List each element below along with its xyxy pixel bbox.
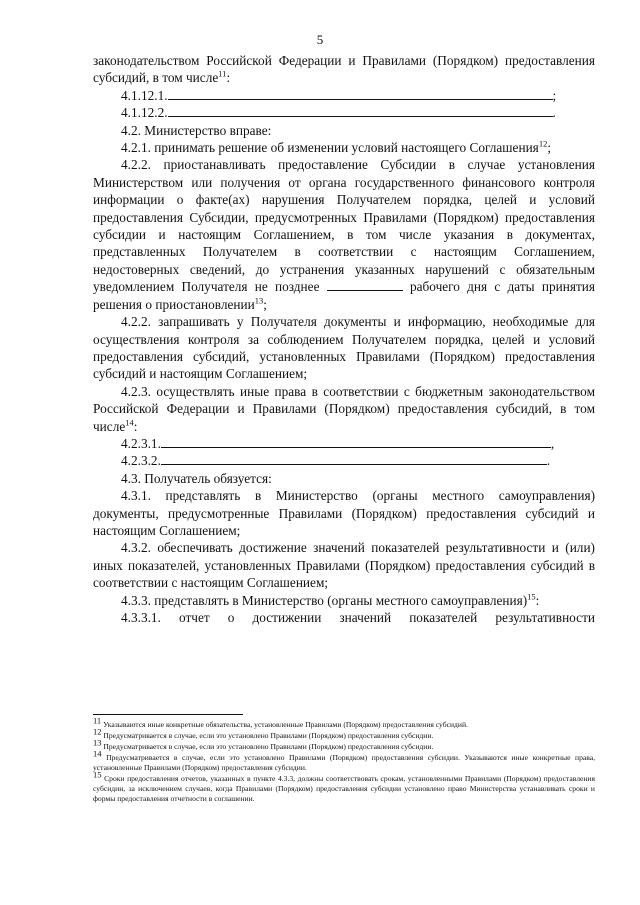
page-number: 5: [316, 32, 324, 47]
footnote-14: $^{14}$ Предусматривается в случае, если это установлено Правилами (Порядком) предоставления субсидии. Указываются иные конкретные права, установленные Правилами (Порядком) предоставления субсидии.: [93, 748, 595, 772]
fill-in-blank: [168, 87, 553, 100]
paragraph-4-3-3: 4.3.3. представлять в Министерство (органы местного самоуправления)$^{15}$:: [121, 591, 540, 608]
paragraph-intro: законодательством Российской Федерации и Правилами (Порядком) предоставления субсидий, в том числе$^{11}$:: [93, 53, 595, 86]
paragraph-4-2-3-2: 4.2.3.2. .: [121, 453, 551, 469]
fill-in-blank: [327, 278, 403, 291]
footnote-ref-13: 13: [254, 295, 264, 306]
paragraph-4-2: 4.2. Министерство вправе:: [121, 122, 272, 138]
footnote-ref-14: 14: [125, 417, 134, 428]
paragraph-4-1-12-2: 4.1.12.2. .: [121, 105, 556, 121]
footnote-ref-11: 11: [218, 68, 227, 79]
footnote-15: $^{15}$ Сроки предоставления отчетов, указанных в пункте 4.3.3, должны соответствовать срокам, установленными Правилами (Порядком) предоставления субсидии, за исключением случаев, когда Правилами (Порядком) предоставления субсидии установлено право Министерства устанавливать сроки и формы предоставления отчетности в соглашении.: [93, 769, 595, 803]
paragraph-4-3-3-1: 4.3.3.1. отчет о достижении значений показателей результативности: [121, 610, 595, 625]
paragraph-4-2-3: 4.2.3. осуществлять иные права в соответствии с бюджетным законодательством Российской Федерации и Правилами (Порядком) предоставления субсидий, в том числе$^{14}$:: [93, 383, 595, 434]
paragraph-4-3-1: 4.3.1. представлять в Министерство (органы местного самоуправления) документы, предусмотренные Правилами (Порядком) предоставления субсидий и настоящим Соглашением;: [93, 488, 595, 538]
fill-in-blank: [161, 452, 547, 465]
paragraph-4-3-2: 4.3.2. обеспечивать достижение значений показателей результативности и (или) иных показателей, установленных Правилами (Порядком) предоставления субсидий в соответствии с настоящим Соглашением;: [93, 540, 595, 591]
footnote-12: $^{12}$ Предусматривается в случае, если это установлено Правилами (Порядком) предоставления субсидии.: [93, 726, 434, 740]
footnote-ref-15: 15: [527, 591, 536, 602]
footnote-13: $^{13}$ Предусматривается в случае, если это установлено Правилами (Порядком) предоставления субсидии.: [93, 737, 434, 751]
footnote-separator: [93, 714, 243, 715]
paragraph-4-2-1: 4.2.1. принимать решение об изменении условий настоящего Соглашения$^{12}$;: [121, 138, 552, 156]
paragraph-4-1-12-1: 4.1.12.1. ;: [121, 87, 557, 103]
paragraph-4-2-2-suspend: 4.2.2. приостанавливать предоставление Субсидии в случае установления Министерством или получения от органа государственного финансового контроля информации о факте(ах) нарушения Получателем порядка, целей и условий предоставления Субсидии, предусмотренных Правилами (Порядком) предоставления субсидии и настоящим Соглашением, в том числе указания в документах, представленных Получателем в соответствии с настоящим Соглашением, недостоверных сведений, до устранения указанных нарушений с обязательным уведомлением Получателя не позднее рабочего дня с даты принятия решения о приостановлении$^{13}$;: [93, 157, 595, 312]
paragraph-4-3: 4.3. Получатель обязуется:: [121, 470, 272, 486]
fill-in-blank: [161, 435, 551, 448]
footnotes: [93, 715, 595, 805]
paragraph-4-2-2-request: 4.2.2. запрашивать у Получателя документы и информацию, необходимые для осуществления контроля за соблюдением Получателем порядка, целей и условий предоставления субсидий, установленных Правилами (Порядком) предоставления субсидий и настоящим Соглашением;: [93, 314, 595, 382]
document-body: [93, 52, 595, 626]
footnote-ref-12: 12: [538, 138, 548, 149]
fill-in-blank: [168, 104, 553, 117]
paragraph-4-2-3-1: 4.2.3.1. ,: [121, 435, 555, 451]
footnote-11: $^{11}$ Указываются иные конкретные обязательства, установленные Правилами (Порядком) предоставления субсидий.: [93, 715, 468, 729]
